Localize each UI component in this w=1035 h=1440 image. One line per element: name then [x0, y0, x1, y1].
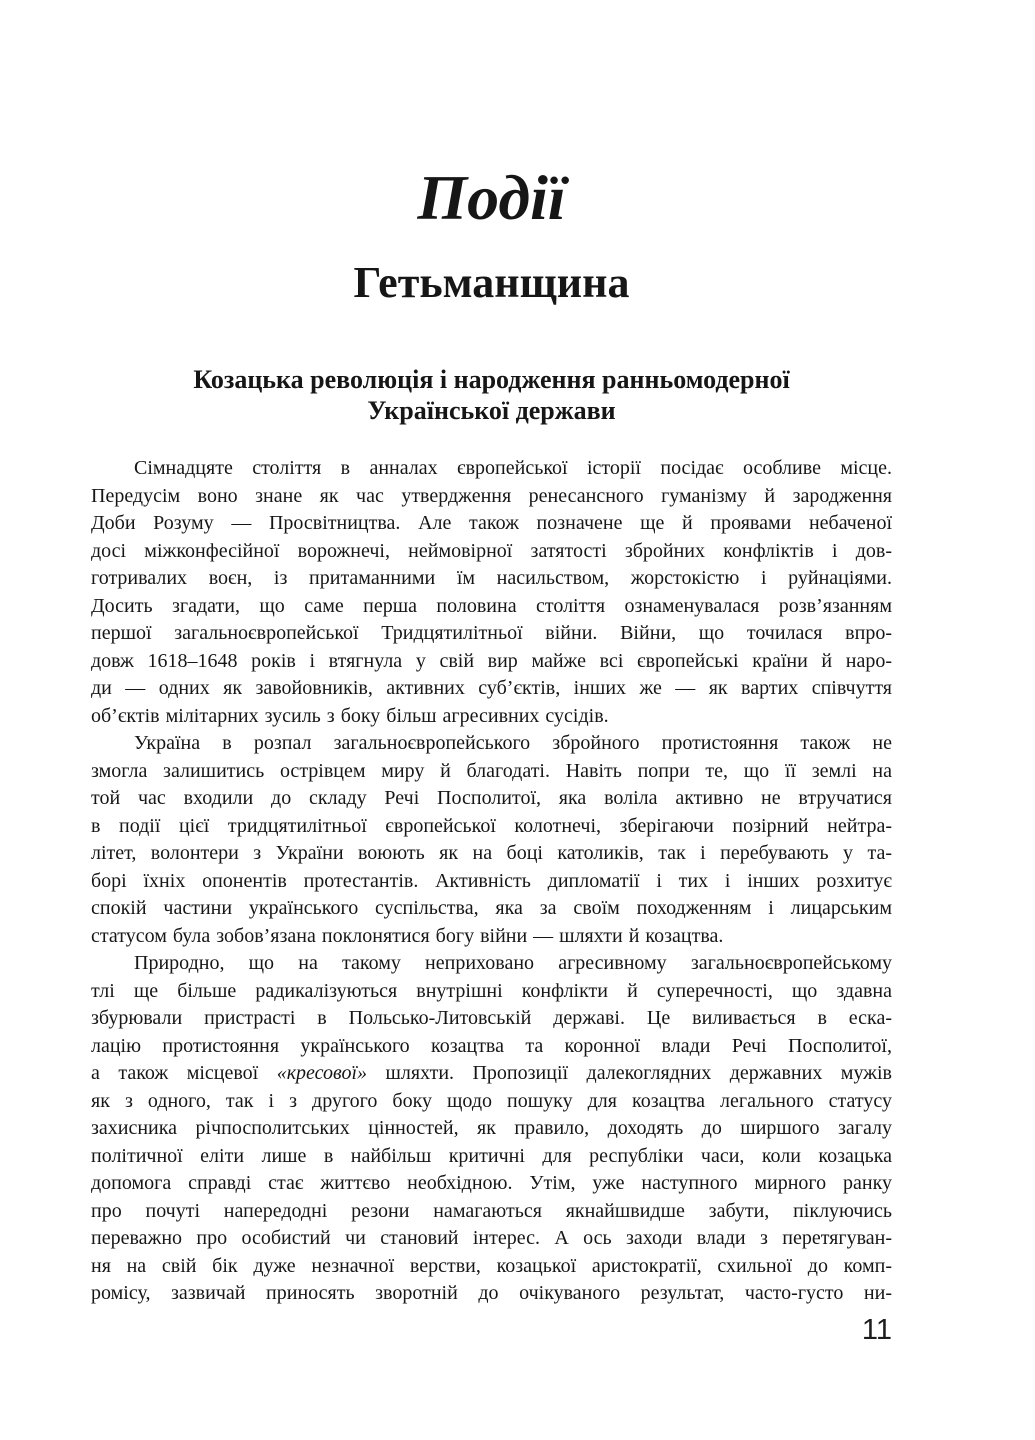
subsection-heading	[91, 364, 892, 426]
body-line: Передусім воно знане як час утвердження ренесансного гуманізму й зародження	[91, 484, 892, 507]
body-line: Доби Розуму — Просвітництва. Але також позначене ще й проявами небаченої	[91, 512, 892, 534]
body-line: досі міжконфесійної ворожнечі, неймовірної затятості збройних конфліктів і дов-	[91, 539, 892, 562]
body-line: допомога справді стає життєво необхідною. Утім, уже наступного мирного ранку	[91, 1172, 892, 1194]
body-line: Україна в розпал загальноєвропейського збройного протистояння також не	[134, 732, 892, 754]
body-line: статусом була зобов’язана поклонятися богу війни — шляхти й козацтва.	[91, 924, 724, 947]
body-line: той час входили до складу Речі Посполитої, яка воліла активно не втручатися	[91, 787, 892, 809]
text-segment: шляхти. Пропозиції далекоглядних державних мужів	[367, 1062, 893, 1084]
body-line: як з одного, так і з другого боку щодо пошуку для козацтва легального статусу	[91, 1089, 892, 1112]
body-line: лацію протистояння українського козацтва та коронної влади Речі Посполитої,	[91, 1034, 892, 1057]
body-text	[91, 455, 892, 1308]
body-line: борі їхніх опонентів протестантів. Активність дипломатії і тих і інших розхитує	[91, 869, 892, 892]
body-line: переважно про особистий чи становий інтерес. А ось заходи влади з перетягуван-	[91, 1227, 892, 1249]
body-line: довж 1618–1648 років і втягнула у свій вир майже всі європейські країни й наро-	[91, 649, 892, 672]
body-line: про почуті напередодні резони намагаються якнайшвидше забути, піклуючись	[91, 1199, 892, 1222]
chapter-title: Події	[417, 162, 566, 233]
subsection-heading-line-1: Козацька революція і народження ранньомодерної	[193, 365, 790, 394]
body-line: готривалих воєн, із притаманними їм насильством, жорстокістю і руйнаціями.	[91, 567, 892, 589]
body-line: літет, волонтери з України воюють як на боці католиків, так і перебувають у та-	[91, 842, 892, 864]
body-line: ди — одних як завойовників, активних суб’єктів, інших же — як вартих співчуття	[91, 677, 892, 699]
body-line: захисника річпосполитських цінностей, як правило, доходять до ширшого загалу	[91, 1117, 892, 1139]
body-line: тлі ще більше радикалізуються внутрішні конфлікти й суперечності, що здавна	[91, 979, 892, 1002]
text-segment: а також місцевої	[91, 1062, 277, 1084]
body-line: збурювали пристрасті в Польсько-Литовській державі. Це виливається в еска-	[91, 1007, 892, 1029]
body-line: першої загальноєвропейської Тридцятилітньої війни. Війни, що точилася впро-	[91, 622, 892, 644]
section-title: Гетьманщина	[353, 258, 630, 307]
body-line: об’єктів мілітарних зусиль з боку більш агресивних сусідів.	[91, 704, 609, 727]
italic-term: «кресової»	[276, 1062, 368, 1084]
body-line: Досить згадати, що саме перша половина століття ознаменувалася розв’язанням	[91, 594, 892, 617]
body-line	[91, 1060, 892, 1088]
subsection-heading-line-2: Української держави	[367, 396, 616, 425]
body-line: спокій частини українського суспільства, яка за своїм походженням і лицарським	[91, 897, 892, 919]
body-line: Сімнадцяте століття в анналах європейської історії посідає особливе місце.	[134, 457, 892, 479]
body-line: ромісу, зазвичай приносять зворотній до очікуваного результат, часто-густо ни-	[91, 1282, 892, 1304]
page-number: 11	[861, 1313, 892, 1346]
body-line: ня на свій бік дуже незначної верстви, козацької аристократії, схильної до комп-	[91, 1254, 892, 1277]
body-line: політичної еліти лише в найбільш критичні для республіки часи, коли козацька	[91, 1144, 892, 1167]
body-line: в події цієї тридцятилітньої європейської колотнечі, зберігаючи позірний нейтра-	[91, 814, 892, 837]
body-line: змогла залишитись острівцем миру й благодаті. Навіть попри те, що її землі на	[91, 759, 892, 782]
body-line: Природно, що на такому неприховано агресивному загальноєвропейському	[134, 952, 892, 974]
text-column	[91, 162, 893, 1346]
